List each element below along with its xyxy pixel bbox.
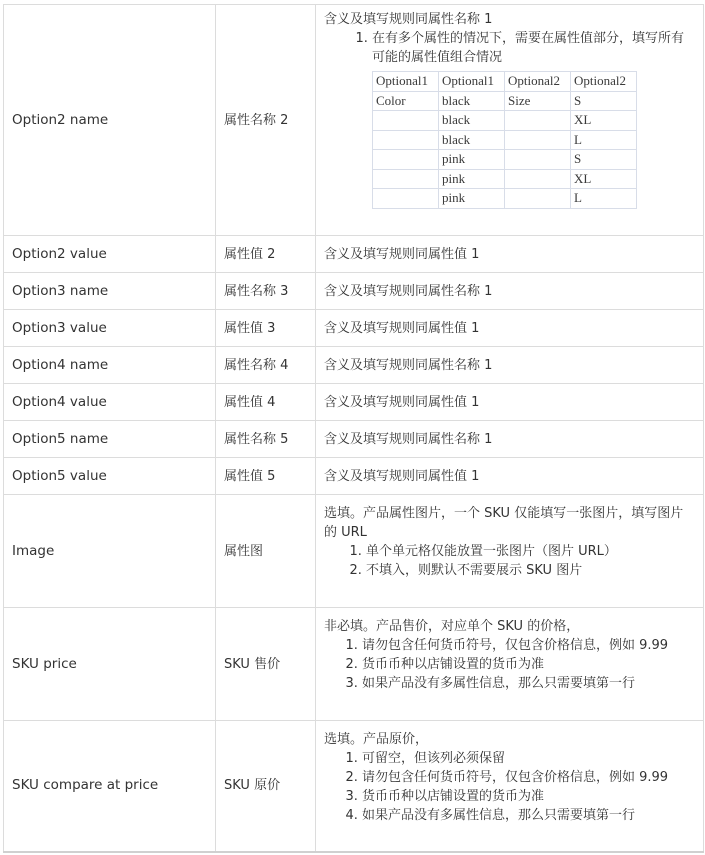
- example-cell: Size: [505, 91, 571, 111]
- table-row: [4, 458, 704, 495]
- field-label-cell: 属性值 4: [216, 384, 316, 421]
- desc-list-item: 2. 请勿包含任何货币符号，仅包含价格信息，例如 9.99: [362, 768, 695, 787]
- example-cell: [373, 150, 439, 170]
- example-cell: Optional1: [439, 72, 505, 92]
- desc-text: 选填。产品原价，: [324, 732, 429, 747]
- field-desc-cell: [316, 721, 704, 852]
- desc-list-item: 3. 如果产品没有多属性信息，那么只需要填第一行: [362, 674, 695, 693]
- desc-list-item: 2. 不填入，则默认不需要展示 SKU 图片: [366, 561, 695, 580]
- desc-list-item: 1. 请勿包含任何货币符号，仅包含价格信息，例如 9.99: [362, 636, 695, 655]
- example-cell: Optional1: [373, 72, 439, 92]
- desc-list-item: 3. 货币币种以店铺设置的货币为准: [362, 787, 695, 806]
- example-cell: S: [571, 91, 637, 111]
- example-cell: Optional2: [571, 72, 637, 92]
- example-cell: [373, 130, 439, 150]
- example-cell: [373, 111, 439, 131]
- example-cell: L: [571, 189, 637, 209]
- field-desc-cell: [316, 495, 704, 608]
- field-desc-cell: [316, 608, 704, 721]
- desc-list-item: 2. 货币币种以店铺设置的货币为准: [362, 655, 695, 674]
- example-cell: L: [571, 130, 637, 150]
- example-cell: S: [571, 150, 637, 170]
- field-name-cell: Option5 value: [4, 458, 216, 495]
- desc-list-item-text: 在有多个属性的情况下，需要在属性值部分，填写所有可能的属性值组合情况: [372, 31, 685, 65]
- field-label-cell: 属性值 3: [216, 310, 316, 347]
- field-label-cell: 属性图: [216, 495, 316, 608]
- field-name-cell: Option3 value: [4, 310, 216, 347]
- desc-text: 含义及填写规则同属性名称 1: [324, 12, 493, 27]
- example-row: [373, 189, 637, 209]
- desc-list-item: [372, 29, 695, 209]
- desc-list: [324, 749, 695, 825]
- example-cell: black: [439, 111, 505, 131]
- desc-list: [324, 29, 695, 209]
- example-cell: pink: [439, 150, 505, 170]
- field-desc-cell: 含义及填写规则同属性名称 1: [316, 273, 704, 310]
- desc-list-item: 4. 如果产品没有多属性信息，那么只需要填第一行: [362, 806, 695, 825]
- example-cell: black: [439, 130, 505, 150]
- field-desc-cell: [316, 5, 704, 236]
- example-cell: [505, 189, 571, 209]
- example-cell: black: [439, 91, 505, 111]
- field-label-cell: 属性名称 4: [216, 347, 316, 384]
- field-label-cell: SKU 原价: [216, 721, 316, 852]
- field-desc-cell: 含义及填写规则同属性值 1: [316, 384, 704, 421]
- example-row: [373, 111, 637, 131]
- example-combination-table: [372, 71, 637, 209]
- field-label-cell: 属性值 2: [216, 236, 316, 273]
- desc-text: 选填。产品属性图片，一个 SKU 仅能填写一张图片，填写图片的 URL: [324, 506, 684, 540]
- field-name-cell: Option5 name: [4, 421, 216, 458]
- table-row: [4, 310, 704, 347]
- field-label-cell: 属性名称 5: [216, 421, 316, 458]
- example-cell: pink: [439, 189, 505, 209]
- example-cell: Color: [373, 91, 439, 111]
- example-row: [373, 130, 637, 150]
- example-cell: XL: [571, 169, 637, 189]
- field-desc-cell: 含义及填写规则同属性值 1: [316, 236, 704, 273]
- table-row: [4, 347, 704, 384]
- example-cell: [373, 189, 439, 209]
- example-row: [373, 91, 637, 111]
- field-name-cell: Image: [4, 495, 216, 608]
- field-desc-cell: 含义及填写规则同属性值 1: [316, 458, 704, 495]
- example-cell: pink: [439, 169, 505, 189]
- field-desc-cell: 含义及填写规则同属性名称 1: [316, 347, 704, 384]
- field-name-cell: Option2 name: [4, 5, 216, 236]
- field-spec-table: [3, 4, 704, 853]
- desc-list: [324, 636, 695, 693]
- table-row: [4, 421, 704, 458]
- field-label-cell: 属性名称 3: [216, 273, 316, 310]
- example-row: [373, 72, 637, 92]
- example-row: [373, 150, 637, 170]
- desc-list-item: 1. 可留空，但该列必须保留: [362, 749, 695, 768]
- field-name-cell: SKU compare at price: [4, 721, 216, 852]
- table-row: [4, 384, 704, 421]
- table-row: [4, 5, 704, 236]
- example-cell: XL: [571, 111, 637, 131]
- example-cell: [505, 169, 571, 189]
- example-cell: [505, 130, 571, 150]
- field-label-cell: 属性名称 2: [216, 5, 316, 236]
- field-label-cell: 属性值 5: [216, 458, 316, 495]
- desc-list-item: 1. 单个单元格仅能放置一张图片（图片 URL）: [366, 542, 695, 561]
- example-cell: [505, 111, 571, 131]
- field-desc-cell: 含义及填写规则同属性值 1: [316, 310, 704, 347]
- desc-list: [324, 542, 695, 580]
- example-cell: [373, 169, 439, 189]
- field-label-cell: SKU 售价: [216, 608, 316, 721]
- field-name-cell: Option2 value: [4, 236, 216, 273]
- table-row: [4, 721, 704, 852]
- table-row: [4, 495, 704, 608]
- desc-text: 非必填。产品售价，对应单个 SKU 的价格，: [324, 619, 580, 634]
- example-cell: Optional2: [505, 72, 571, 92]
- field-desc-cell: 含义及填写规则同属性名称 1: [316, 421, 704, 458]
- example-row: [373, 169, 637, 189]
- table-row: [4, 236, 704, 273]
- table-row: [4, 273, 704, 310]
- field-name-cell: Option4 name: [4, 347, 216, 384]
- field-name-cell: SKU price: [4, 608, 216, 721]
- table-row: [4, 608, 704, 721]
- field-name-cell: Option4 value: [4, 384, 216, 421]
- field-name-cell: Option3 name: [4, 273, 216, 310]
- example-cell: [505, 150, 571, 170]
